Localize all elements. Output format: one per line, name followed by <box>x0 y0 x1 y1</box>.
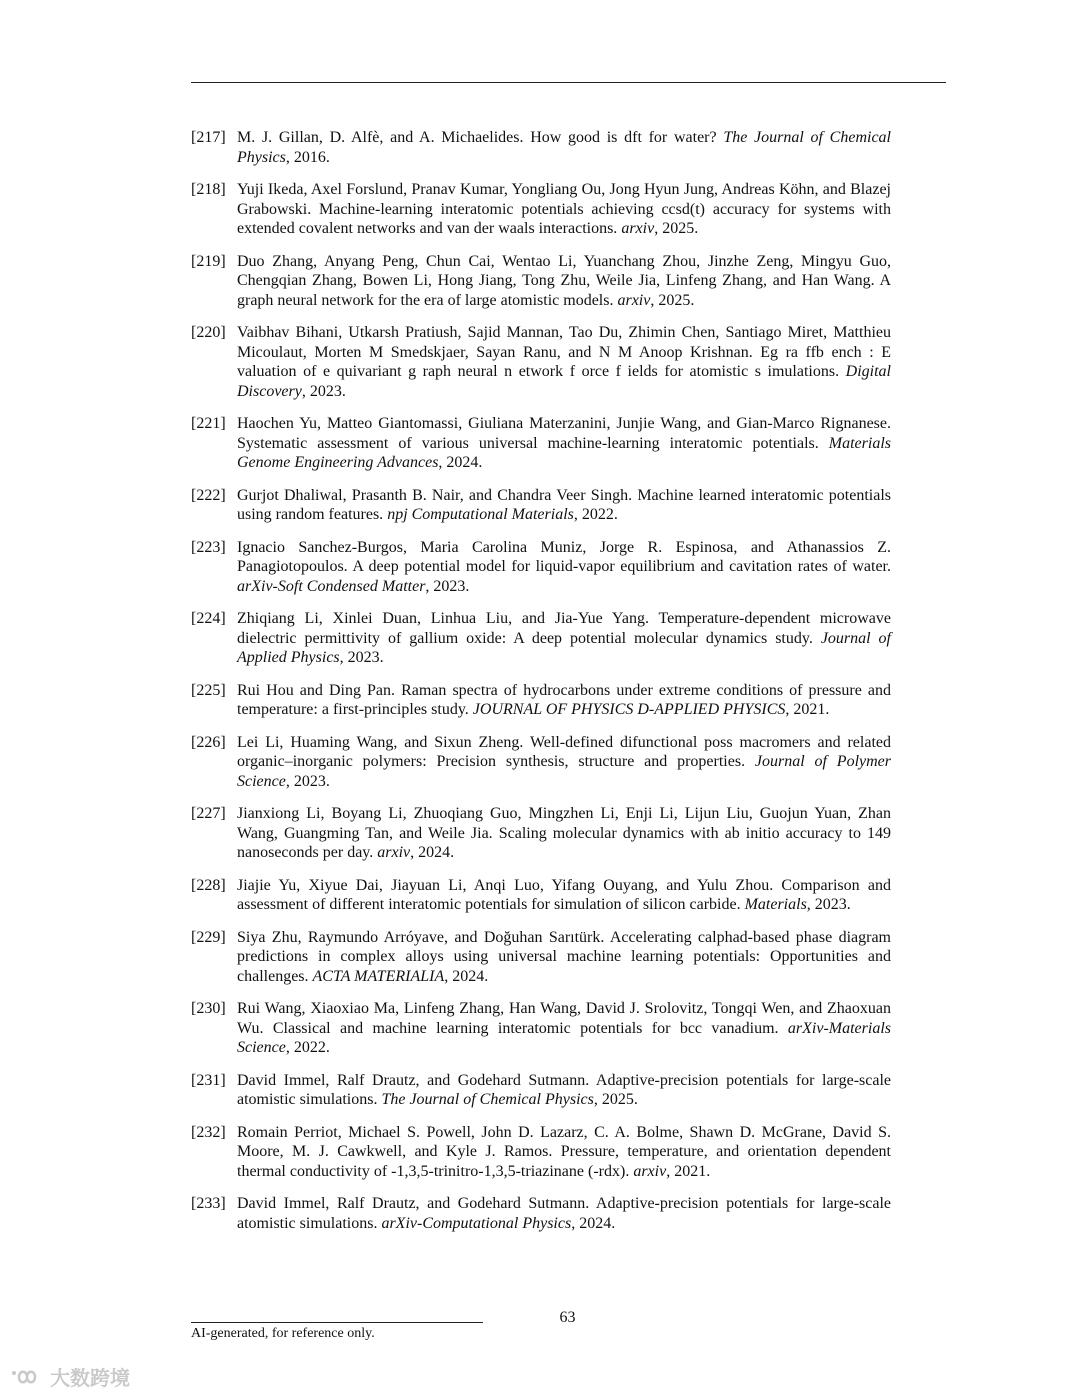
reference-text: Lei Li, Huaming Wang, and Sixun Zheng. Well-defined difunctional poss macromers and related organic–inorganic polymers: Precision synthesis, structure and properties. <box>237 733 891 770</box>
reference-text: Zhiqiang Li, Xinlei Duan, Linhua Liu, and Jia-Yue Yang. Temperature-dependent microwave dielectric permittivity of gallium oxide: A deep potential molecular dynamics study. <box>237 610 891 647</box>
reference-number: [221] <box>191 415 226 432</box>
reference-number: [220] <box>191 324 226 341</box>
reference-text: Jiajie Yu, Xiyue Dai, Jiayuan Li, Anqi Luo, Yifang Ouyang, and Yulu Zhou. Comparison and assessment of different interatomic potentials for simulation of silicon carbide. <box>237 876 891 913</box>
reference-item <box>191 538 891 597</box>
reference-item <box>191 414 891 473</box>
reference-item <box>191 804 891 863</box>
reference-year: , 2023. <box>301 382 346 400</box>
reference-venue: The Journal of Chemical Physics <box>237 129 892 166</box>
reference-year: , 2021. <box>666 1162 711 1180</box>
reference-item <box>191 928 891 987</box>
reference-item <box>191 1071 891 1110</box>
reference-item <box>191 1123 891 1182</box>
reference-item <box>191 180 891 239</box>
reference-year: , 2022. <box>573 506 618 523</box>
reference-year: , 2022. <box>285 1039 330 1056</box>
reference-text: Ignacio Sanchez-Burgos, Maria Carolina Muniz, Jorge R. Espinosa, and Athanassios Z. Panagiotopoulos. A deep potential model for liquid-vapor equilibrium and cavitation rates of water. <box>237 538 891 575</box>
reference-number: [226] <box>191 733 226 751</box>
reference-number: [224] <box>191 610 226 627</box>
reference-venue: JOURNAL OF PHYSICS D-APPLIED PHYSICS <box>472 701 786 718</box>
reference-list <box>191 128 891 1246</box>
reference-text: Siya Zhu, Raymundo Arróyave, and Doğuhan Sarıtürk. Accelerating calphad-based phase diagram predictions in complex alloys using universal machine learning potentials: Opportunities and challenges. <box>237 928 891 985</box>
reference-item <box>191 681 891 720</box>
reference-venue: ACTA MATERIALIA <box>312 967 445 985</box>
reference-text: David Immel, Ralf Drautz, and Godehard Sutmann. Adaptive-precision potentials for large-scale atomistic simulations. <box>237 1195 891 1232</box>
infinity-logo-icon <box>10 1367 44 1387</box>
reference-text: Rui Hou and Ding Pan. Raman spectra of hydrocarbons under extreme conditions of pressure and temperature: a first-principles study. <box>237 681 891 718</box>
reference-number: [229] <box>191 928 226 946</box>
reference-number: [230] <box>191 1000 226 1017</box>
reference-year: , 2016. <box>285 148 330 166</box>
reference-year: , 2024. <box>410 844 455 861</box>
reference-venue: Digital Discovery <box>237 363 891 400</box>
reference-item <box>191 609 891 668</box>
reference-venue: Journal of Polymer Science <box>237 753 892 790</box>
reference-year: , 2023. <box>425 577 470 595</box>
reference-venue: arXiv-Materials Science <box>237 1019 891 1056</box>
reference-number: [231] <box>191 1071 226 1089</box>
reference-year: , 2024. <box>571 1214 616 1232</box>
reference-item <box>191 999 891 1058</box>
reference-year: , 2023. <box>339 649 384 666</box>
reference-item <box>191 876 891 915</box>
reference-number: [222] <box>191 486 226 504</box>
reference-item <box>191 1194 891 1233</box>
reference-venue: arxiv <box>617 291 651 309</box>
reference-item <box>191 128 891 167</box>
reference-text: Haochen Yu, Matteo Giantomassi, Giuliana Materzanini, Junjie Wang, and Gian-Marco Rignanese. Systematic assessment of various universal machine-learning interatomic potentials. <box>237 415 891 452</box>
reference-text: Rui Wang, Xiaoxiao Ma, Linfeng Zhang, Han Wang, David J. Srolovitz, Tongqi Wen, and Zhaoxuan Wu. Classical and machine learning interatomic potentials for bcc vanadium. <box>237 1000 891 1037</box>
reference-year: , 2024. <box>444 967 489 985</box>
reference-year: , 2025. <box>650 291 695 309</box>
watermark <box>10 1362 130 1391</box>
reference-text: Romain Perriot, Michael S. Powell, John D. Lazarz, C. A. Bolme, Shawn D. McGrane, David S. Moore, M. J. Cawkwell, and Kyle J. Ramos. Pressure, temperature, and orientation dependent thermal conductivity of -1,3,5-trinitro-1,3,5-triazinane (-rdx). <box>237 1123 891 1180</box>
reference-text: David Immel, Ralf Drautz, and Godehard Sutmann. Adaptive-precision potentials for large-scale atomistic simulations. <box>237 1071 891 1108</box>
reference-item <box>191 486 891 525</box>
reference-year: , 2024. <box>438 454 483 471</box>
reference-text: Jianxiong Li, Boyang Li, Zhuoqiang Guo, Mingzhen Li, Enji Li, Lijun Liu, Guojun Yuan, Zhan Wang, Guangming Tan, and Weile Jia. Scaling molecular dynamics with ab initio accuracy to 149 nanoseconds per day. <box>237 805 891 861</box>
reference-number: [233] <box>191 1195 226 1212</box>
reference-venue: npj Computational Materials <box>387 506 574 523</box>
reference-number: [217] <box>191 129 226 146</box>
reference-venue: The Journal of Chemical Physics <box>381 1091 594 1108</box>
reference-text: M. J. Gillan, D. Alfè, and A. Michaelides. How good is dft for water? <box>237 129 724 146</box>
reference-number: [228] <box>191 876 226 894</box>
reference-number: [219] <box>191 252 226 270</box>
watermark-text: 大数跨境 <box>50 1366 130 1390</box>
reference-number: [227] <box>191 805 226 822</box>
reference-number: [223] <box>191 538 226 556</box>
reference-venue: Journal of Applied Physics <box>237 629 891 666</box>
reference-item <box>191 252 891 311</box>
reference-text: Vaibhav Bihani, Utkarsh Pratiush, Sajid Mannan, Tao Du, Zhimin Chen, Santiago Miret, Matthieu Micoulaut, Morten M Smedskjaer, Sayan Ranu, and N M Anoop Krishnan. Eg ra ffb ench : E valuation of e quivariant g raph neural n etwork f orce f ields for atomistic s imulations. <box>237 324 891 380</box>
footnote: AI-generated, for reference only. <box>191 1326 375 1341</box>
reference-venue: arXiv-Computational Physics <box>381 1214 572 1232</box>
reference-number: [225] <box>191 681 226 699</box>
reference-year: , 2025. <box>593 1091 638 1108</box>
reference-item <box>191 323 891 401</box>
reference-number: [232] <box>191 1123 226 1141</box>
reference-venue: arxiv <box>633 1162 667 1180</box>
header-rule <box>191 82 946 83</box>
footnote-rule <box>191 1322 483 1323</box>
reference-year: , 2023. <box>806 896 851 913</box>
reference-number: [218] <box>191 181 226 198</box>
reference-text: Yuji Ikeda, Axel Forslund, Pranav Kumar, Yongliang Ou, Jong Hyun Jung, Andreas Köhn, and Blazej Grabowski. Machine-learning interatomic potentials achieving ccsd(t) accuracy for systems with extended covalent networks and van der waals interactions. <box>237 181 891 237</box>
reference-venue: Materials Genome Engineering Advances <box>237 434 891 471</box>
reference-item <box>191 733 891 792</box>
reference-year: , 2021. <box>785 701 830 718</box>
reference-venue: arxiv <box>621 220 655 237</box>
reference-text: Gurjot Dhaliwal, Prasanth B. Nair, and Chandra Veer Singh. Machine learned interatomic potentials using random features. <box>237 486 891 523</box>
reference-text: Duo Zhang, Anyang Peng, Chun Cai, Wentao Li, Yuanchang Zhou, Jinzhe Zeng, Mingyu Guo, Chengqian Zhang, Bowen Li, Hong Jiang, Tong Zhu, Weile Jia, Linfeng Zhang, and Han Wang. A graph neural network for the era of large atomistic models. <box>237 252 891 309</box>
reference-venue: arXiv-Soft Condensed Matter <box>237 577 426 595</box>
page-number: 63 <box>559 1309 576 1326</box>
reference-venue: Materials <box>744 896 807 913</box>
reference-venue: arxiv <box>377 844 411 861</box>
reference-year: , 2023. <box>285 772 330 790</box>
reference-year: , 2025. <box>654 220 699 237</box>
